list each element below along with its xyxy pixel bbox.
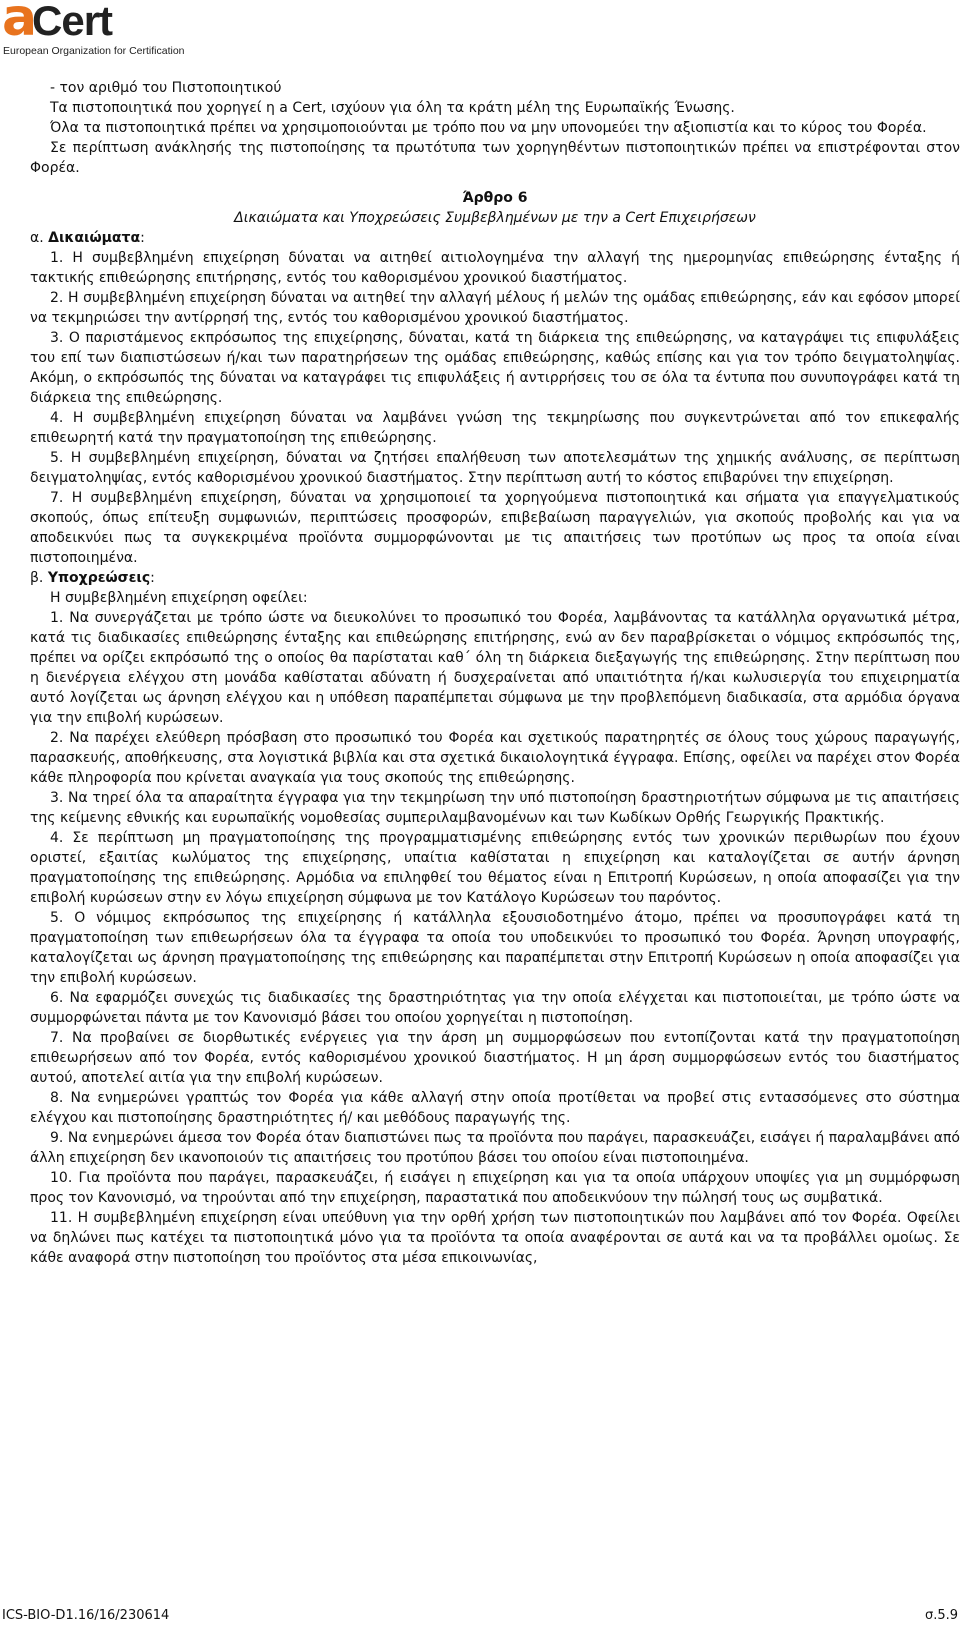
rights-item: 2. Η συμβεβλημένη επιχείρηση δύναται να αιτηθεί την αλλαγή μέλους ή μελών της ομάδας επιθεώρησης, εάν και εφόσον μπορεί να τεκμηριώσει την αντίρρησή της, εντός του καθορισμένου χρονικού διαστήματος. — [30, 290, 960, 326]
obligations-item: 2. Να παρέχει ελεύθερη πρόσβαση στο προσωπικό του Φορέα και σχετικούς παρατηρητές σε όλους τους χώρους παραγωγής, παρασκευής, αποθήκευσης, στα λογιστικά βιβλία και στα σχετικά δικαιολογητικά έγγραφα. Επίσης, οφείλει να παρέχει στον Φορέα κάθε πληροφορία που κρίνεται αναγκαία για τους σκοπούς της επιθεώρησης. — [30, 730, 960, 786]
obligations-item: 10. Για προϊόντα που παράγει, παρασκευάζει, ή εισάγει η επιχείρηση και για τα οποία υπάρχουν υποψίες για μη συμμόρφωση προς τον Κανονισμό, να τηρούνται από την επιχείρηση, παραστατικά που αποδεικνύουν την πώλησή τους ως συμβατικά. — [30, 1170, 960, 1206]
obligations-colon: : — [150, 570, 155, 586]
rights-item: 5. Η συμβεβλημένη επιχείρηση, δύναται να ζητήσει επαλήθευση των αποτελεσμάτων της χημικής ανάλυσης, σε περίπτωση δειγματοληψίας, εντός καθορισμένου χρονικού διαστήματος. Στην περίπτωση αυτή το κόστος επιβαρύνει την επιχείρηση. — [30, 450, 960, 486]
paragraph-usage: Όλα τα πιστοποιητικά πρέπει να χρησιμοποιούνται με τρόπο που να μην υπονομεύει την αξιοπιστία και το κύρος του Φορέα. — [50, 120, 927, 136]
obligations-item: 11. Η συμβεβλημένη επιχείρηση είναι υπεύθυνη για την ορθή χρήση των πιστοποιητικών που λαμβάνει από τον Φορέα. Οφείλει να δηλώνει πως κατέχει τα πιστοποιητικά μόνο για τα προϊόντα τα οποία αναφέρονται σε αυτά και να τα προβάλλει ομοίως. Σε κάθε αναφορά στην πιστοποίηση του προϊόντος στα μέσα επικοινωνίας, — [30, 1210, 960, 1266]
paragraph-cert-number: - τον αριθμό του Πιστοποιητικού — [50, 80, 282, 96]
obligations-label: Υποχρεώσεις — [47, 570, 151, 586]
obligations-item: 1. Να συνεργάζεται με τρόπο ώστε να διευκολύνει το προσωπικό του Φορέα, λαμβάνοντας τα κατάλληλα οργανωτικά μέτρα, κατά τις διαδικασίες επιθεώρησης ένταξης και επιθεώρησης επιτήρησης, ενώ αν δεν παραβρίσκεται ο νόμιμος εκπρόσωπός της, πρέπει να ορίζει εκπρόσωπό της ο οποίος θα παρίσταται καθ΄ όλη τη διάρκεια διεξαγωγής της επιθεώρησης. Στην περίπτωση που η διενέργεια ελέγχου στη μονάδα καθίσταται αδύνατη ή δυσχεραίνεται από υπαιτιότητα ή/και κωλυσιεργία του επιχειρηματία αυτό λογίζεται ως άρνηση ελέγχου και η υπόθεση παραπέμπεται σύμφωνα με την προβλεπόμενη διαδικασία, στα αρμόδια όργανα για την επιβολή κυρώσεων. — [30, 610, 960, 726]
article-heading — [30, 188, 960, 228]
rights-prefix: α. — [30, 230, 44, 246]
rights-item: 7. Η συμβεβλημένη επιχείρηση, δύναται να χρησιμοποιεί τα χορηγούμενα πιστοποιητικά και σήματα για επαγγελματικούς σκοπούς, όπως επίτευξη συμφωνιών, περιπτώσεις προσφορών, επιβεβαίωση παραγγελιών, για σκοπούς προβολής και για να αποδεικνύει πως τα συγκεκριμένα προϊόντα συμμορφώνονται με τις απαιτήσεις των προτύπων ως προς τα οποία είναι πιστοποιημένα. — [30, 490, 960, 566]
logo-org-text: European Organization for Certification — [3, 45, 185, 57]
article-title: Άρθρο 6 — [462, 190, 528, 206]
obligations-item: 4. Σε περίπτωση μη πραγματοποίησης της προγραμματισμένης επιθεώρησης εντός των χρονικών περιθωρίων που έχουν οριστεί, εξαιτίας κωλύματος της επιχείρησης, υπαίτια καθίσταται η επιχείρηση και καταλογίζεται σε αυτήν άρνηση πραγματοποίησης της επιθεώρησης. Αρμόδια να επιληφθεί του θέματος είναι η Επιτροπή Κυρώσεων, η οποία αποφασίζει για την επιβολή κυρώσεων στην εν λόγω επιχείρηση σύμφωνα με τον Κατάλογο Κυρώσεων του παρόντος. — [30, 830, 960, 906]
article-subtitle: Δικαιώματα και Υποχρεώσεις Συμβεβλημένων με την a Cert Επιχειρήσεων — [234, 210, 756, 226]
page-number: σ.5.9 — [924, 1608, 958, 1623]
document-body — [30, 78, 960, 1268]
obligations-item: 8. Να ενημερώνει γραπτώς τον Φορέα για κάθε αλλαγή στην οποία προτίθεται να προβεί στις εντασσόμενες στο σύστημα ελέγχου και πιστοποίησης δραστηριότητες ή/ και μεθόδους παραγωγής της. — [30, 1090, 960, 1126]
rights-item: 1. Η συμβεβλημένη επιχείρηση δύναται να αιτηθεί αιτιολογημένα την αλλαγή της ημερομηνίας επιθεώρησης ένταξης ή τακτικής επιθεώρησης επιτήρησης, εντός του καθορισμένου χρονικού διαστήματος. — [30, 250, 960, 286]
obligations-prefix: β. — [30, 570, 44, 586]
logo-cert-text: Cert — [32, 0, 113, 44]
obligations-heading — [30, 568, 960, 588]
logo-letter-a: a — [2, 0, 38, 48]
rights-heading — [30, 228, 960, 248]
obligations-item: 6. Να εφαρμόζει συνεχώς τις διαδικασίες της δραστηριότητας για την οποία ελέγχεται και πιστοποιείται, με τρόπο ώστε να συμμορφώνεται πάντα με τον Κανονισμό βάσει του οποίου χορηγείται η πιστοποίηση. — [30, 990, 960, 1026]
obligations-item: 3. Να τηρεί όλα τα απαραίτητα έγγραφα για την τεκμηρίωση την υπό πιστοποίηση δραστηριοτήτων σύμφωνα με τις απαιτήσεις της κείμενης εθνικής και ευρωπαϊκής νομοθεσίας συμπεριλαμβανομένων και των Κωδίκων Ορθής Γεωργικής Πρακτικής. — [30, 790, 960, 826]
rights-colon: : — [140, 230, 145, 246]
paragraph-revocation: Σε περίπτωση ανάκλησής της πιστοποίησης τα πρωτότυπα των χορηγηθέντων πιστοποιητικών πρέπει να επιστρέφονται στον Φορέα. — [30, 140, 960, 176]
obligations-intro: Η συμβεβλημένη επιχείρηση οφείλει: — [50, 590, 308, 606]
document-code: ICS-BIO-D1.16/16/230614 — [2, 1608, 170, 1623]
rights-item: 4. Η συμβεβλημένη επιχείρηση δύναται να λαμβάνει γνώση της τεκμηρίωσης που συγκεντρώνεται από τον επικεφαλής επιθεωρητή κατά την πραγματοποίηση της επιθεώρησης. — [30, 410, 960, 446]
rights-item: 3. Ο παριστάμενος εκπρόσωπος της επιχείρησης, δύναται, κατά τη διάρκεια της επιθεώρησης, να καταγράψει τις επιφυλάξεις του επί των διαπιστώσεων ή/και των παρατηρήσεων της ομάδας επιθεώρησης, καθώς επίσης και για τον τρόπο δειγματοληψίας. Ακόμη, ο εκπρόσωπός της δύναται να καταγράφει τις επιφυλάξεις ή αντιρρήσεις του σε όλα τα έντυπα που συνυπογράφει κατά τη διάρκεια της επιθεώρησης. — [30, 330, 960, 406]
obligations-item: 9. Να ενημερώνει άμεσα τον Φορέα όταν διαπιστώνει πως τα προϊόντα που παράγει, παρασκευάζει, εισάγει ή παραλαμβάνει από άλλη επιχείρηση δεν ικανοποιούν τις απαιτήσεις του προτύπου βάσει του οποίου είναι πιστοποιημένα. — [30, 1130, 960, 1166]
rights-label: Δικαιώματα — [48, 230, 141, 246]
obligations-item: 5. Ο νόμιμος εκπρόσωπος της επιχείρησης ή κατάλληλα εξουσιοδοτημένο άτομο, πρέπει να προσυπογράφει κατά τη πραγματοποίηση των επιθεωρήσεων όλα τα έγγραφα τα οποία του υποδεικνύει το προσωπικό του Φορέα. Άρνηση υπογραφής, καταλογίζεται ως άρνηση πραγματοποίησης της επιθεώρησης και παραπέμπεται στην Επιτροπή Κυρώσεων η οποία αποφασίζει για την επιβολή κυρώσεων. — [30, 910, 960, 986]
acert-logo — [2, 0, 185, 58]
paragraph-validity: Τα πιστοποιητικά που χορηγεί η a Cert, ισχύουν για όλη τα κράτη μέλη της Ευρωπαϊκής Ένωσης. — [50, 100, 735, 116]
obligations-item: 7. Να προβαίνει σε διορθωτικές ενέργειες για την άρση μη συμμορφώσεων που εντοπίζονται κατά την πραγματοποίηση επιθεωρήσεων από τον Φορέα, εντός καθορισμένου χρονικού διαστήματος. Η μη άρση συμμορφώσεων εντός του διαστήματος αυτού, αποτελεί αιτία για την επιβολή κυρώσεων. — [30, 1030, 960, 1086]
